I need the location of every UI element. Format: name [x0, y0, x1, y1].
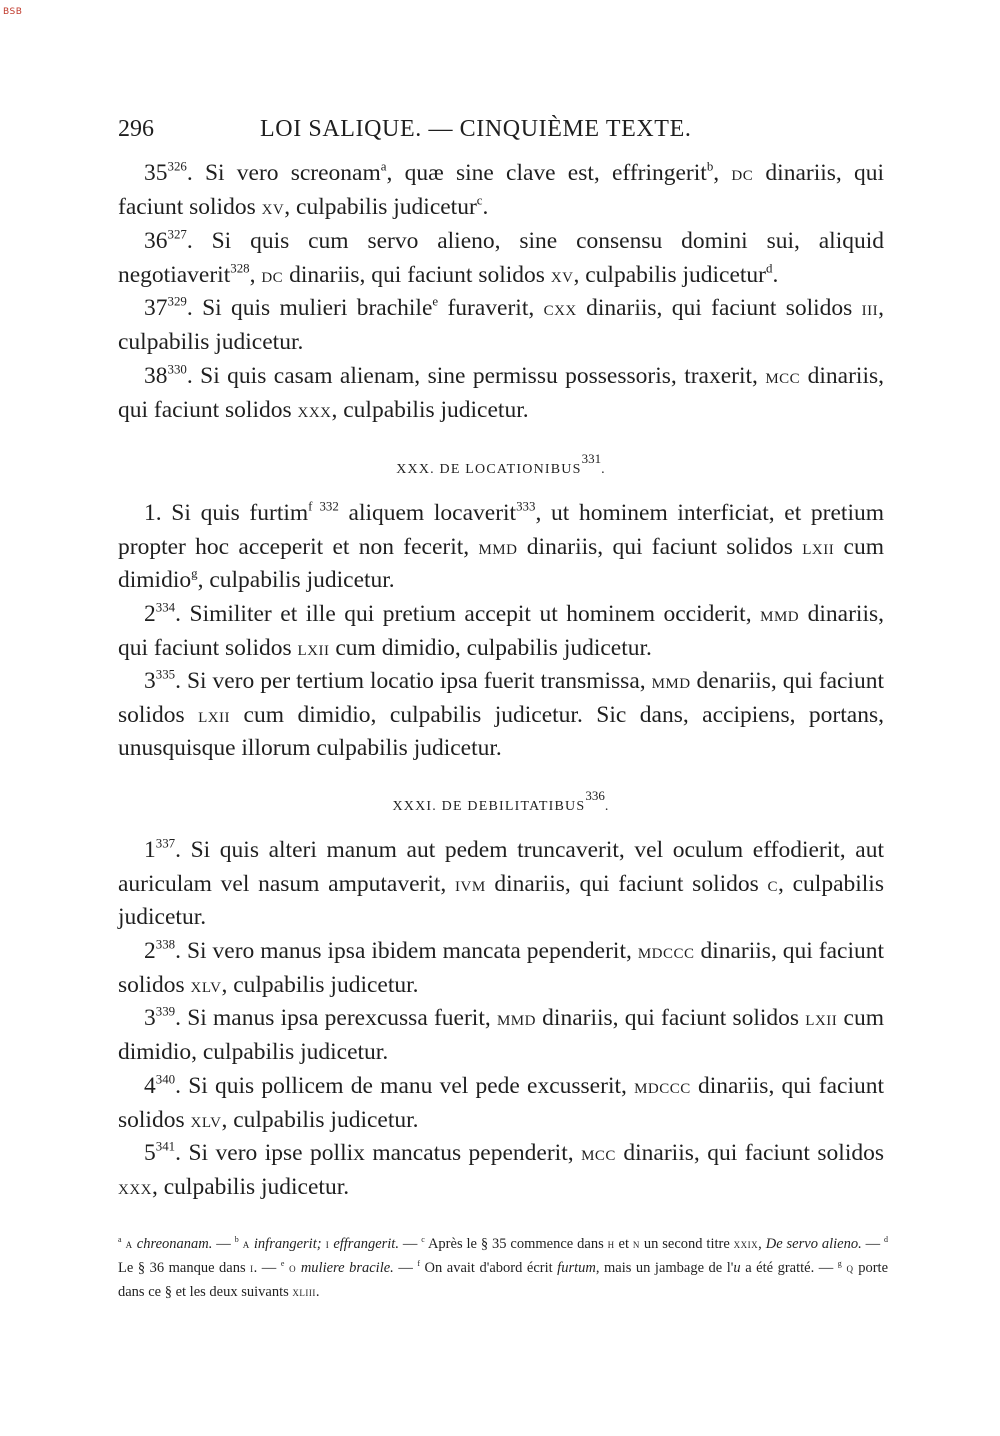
text-run: Si vero manus ipsa ibidem mancata pependerit,: [186, 938, 638, 964]
roman-numeral: xxix: [733, 1236, 759, 1251]
text-run: denariis, qui faciunt solidos: [118, 668, 884, 728]
roman-numeral: c: [767, 871, 779, 896]
section-xxx-3: $3^{335}$. Si vero per tertium locatio ipsa fuerit transmissa, mmd denariis, qui faciunt solidos lxii cum dimidio, culpabilis judicetur. Sic dans, accipiens, portans, unusquisque illorum culpabilis judicetur.: [118, 666, 884, 762]
roman-numeral: i: [321, 1236, 334, 1251]
text-run: , culpabilis judicetur: [573, 261, 767, 288]
text-run: Si vero screonam: [204, 160, 381, 186]
text-run: cum dimidio, culpabilis judicetur. Sic dans, accipiens, portans, unusquisque illorum culpabilis judicetur.: [118, 701, 884, 762]
note-marker: g: [837, 1259, 842, 1269]
note-marker: d: [884, 1235, 889, 1245]
roman-numeral: xxx: [118, 1174, 152, 1199]
text-run: —: [398, 1236, 422, 1252]
text-run: , culpabilis judicetur: [284, 193, 477, 220]
text-run: .: [772, 261, 779, 288]
roman-numeral: mmd: [496, 1006, 536, 1030]
heading-tail: .: [601, 461, 606, 477]
note-marker: d: [766, 259, 773, 275]
text-run: Si quis mulieri brachile: [202, 295, 433, 321]
roman-numeral: xxx: [297, 397, 332, 422]
note-marker: 337: [155, 835, 176, 851]
section-xxxi-4: $4^{340}$. Si quis pollicem de manu vel pede excusserit, mdccc dinariis, qui faciunt solidos xlv, culpabilis judicetur.: [118, 1071, 884, 1133]
section-lead: [118, 1137, 175, 1171]
note-marker: f 332: [308, 498, 339, 514]
library-stamp: BSB: [3, 7, 23, 17]
text-run: , mais un jambage de l': [595, 1260, 734, 1276]
heading-tail: .: [604, 798, 610, 814]
section-lead: [118, 1070, 175, 1104]
section-xxxi-5: $5^{341}$. Si vero ipse pollix mancatus pependerit, mcc dinariis, qui faciunt solidos xxx, culpabilis judicetur.: [118, 1138, 884, 1200]
footnotes: [118, 1232, 888, 1304]
note-marker: 338: [155, 936, 176, 952]
text-run: , culpabilis judicetur.: [118, 870, 884, 931]
section-number: 1.: [144, 500, 162, 526]
text-run: aliquem locaverit: [338, 500, 517, 526]
text-run: .: [482, 193, 489, 220]
note-marker: c: [421, 1235, 425, 1245]
text-run: —: [212, 1236, 235, 1252]
text-run: dinariis, qui faciunt solidos: [485, 870, 768, 897]
section-number: 37: [144, 295, 168, 321]
roman-numeral: iii: [861, 296, 879, 320]
title-xxx-heading: [118, 451, 884, 478]
roman-numeral: mdccc: [637, 939, 695, 963]
roman-numeral: mcc: [581, 1141, 616, 1165]
section-number: 35: [144, 160, 168, 186]
text-run: , culpabilis judicetur.: [221, 971, 419, 998]
italic-text: muliere bracile.: [300, 1260, 394, 1276]
note-marker: 333: [516, 498, 536, 514]
roman-numeral: mmd: [478, 534, 518, 559]
roman-numeral: xliii: [292, 1284, 316, 1299]
text-run: a été gratté. —: [740, 1260, 838, 1276]
text-run: , culpabilis judicetur.: [221, 1106, 419, 1133]
italic-text: furtum: [557, 1260, 596, 1276]
section-37: $37^{329}$. Si quis mulieri brachile$^e$ furaverit, cxx dinariis, qui faciunt solidos iii, culpabilis judicetur.: [118, 293, 884, 355]
text-run: furaverit,: [438, 295, 544, 321]
roman-numeral: mmd: [651, 669, 691, 693]
note-marker: b: [706, 158, 714, 174]
note-marker: 329: [167, 293, 187, 309]
text-run: .: [315, 1284, 320, 1300]
section-lead: [118, 1002, 175, 1036]
section-35: $35^{326}$. Si vero screonam$^a$, quæ sine clave est, effringerit$^b$, dc dinariis, qui faciunt solidos xv, culpabilis judicetur$^c$.: [118, 158, 885, 220]
section-lead: [118, 497, 162, 531]
section-number: 4: [144, 1073, 156, 1099]
section-number: 2: [144, 938, 156, 964]
text-run: , culpabilis judicetur.: [331, 396, 529, 423]
text-run: —: [393, 1260, 418, 1276]
roman-numeral: a: [238, 1236, 254, 1251]
roman-numeral: mcc: [765, 364, 801, 388]
running-title: LOI SALIQUE. — CINQUIÈME TEXTE.: [260, 116, 692, 142]
roman-numeral: h: [607, 1236, 615, 1251]
text-run: cum dimidio: [118, 533, 884, 594]
section-xxxi-3: $3^{339}$. Si manus ipsa perexcussa fuerit, mmd dinariis, qui faciunt solidos lxii cum dimidio, culpabilis judicetur.: [118, 1003, 884, 1065]
text-run: On avait d'abord écrit: [420, 1260, 558, 1276]
section-lead: [118, 598, 175, 632]
text-run: Si vero ipse pollix mancatus pependerit,: [188, 1140, 582, 1166]
section-number: 3: [144, 1005, 156, 1031]
text-run: Après le § 35 commence dans: [424, 1236, 608, 1252]
section-lead: [118, 935, 175, 969]
page-header: [118, 116, 884, 150]
text-run: ,: [713, 160, 732, 186]
text-run: Similiter et ille qui pretium accepit ut hominem occiderit,: [189, 601, 761, 627]
note-marker: 328: [230, 259, 250, 275]
note-marker: 331: [581, 451, 602, 466]
section-lead: [118, 834, 175, 868]
italic-text: u: [733, 1260, 741, 1276]
text-run: dinariis, qui faciunt solidos: [576, 295, 862, 321]
section-lead: [118, 360, 187, 394]
roman-numeral: dc: [261, 262, 284, 287]
section-38: $38^{330}$. Si quis casam alienam, sine permissu possessoris, traxerit, mcc dinariis, qui faciunt solidos xxx, culpabilis judicetur.: [118, 361, 884, 423]
note-marker: f: [417, 1259, 421, 1269]
text-run: dinariis, qui faciunt solidos: [118, 363, 884, 423]
note-marker: 327: [167, 226, 187, 242]
title-xxxi-heading: [118, 788, 884, 815]
roman-numeral: mmd: [760, 602, 800, 626]
section-xxxi-1: $1^{337}$. Si quis alteri manum aut pedem truncaverit, vel oculum effodierit, aut auriculam vel nasum amputaverit, ivm dinariis, qui faciunt solidos c, culpabilis judicetur.: [118, 835, 884, 931]
text-run: Si quis casam alienam, sine permissu possessoris, traxerit,: [200, 363, 766, 389]
roman-numeral: ivm: [455, 871, 486, 896]
section-number: 2: [144, 601, 156, 627]
note-marker: 326: [167, 158, 187, 174]
note-marker: 336: [585, 788, 605, 803]
text-run: un second titre: [639, 1236, 734, 1252]
text-run: dinariis, qui faciunt solidos: [517, 533, 803, 560]
text-run: dinariis, qui faciunt solidos: [118, 601, 884, 661]
roman-numeral: n: [632, 1236, 640, 1251]
text-run: ,: [249, 261, 262, 288]
section-lead: [118, 225, 187, 259]
section-lead: [118, 157, 187, 191]
section-lead: [118, 665, 175, 699]
text-run: cum dimidio, culpabilis judicetur.: [329, 634, 652, 661]
section-number: 38: [144, 363, 168, 389]
text-run: dinariis, qui faciunt solidos: [118, 1073, 884, 1133]
section-xxx-1: [118, 497, 884, 598]
roman-numeral: xv: [261, 194, 285, 219]
roman-numeral: q: [841, 1260, 859, 1275]
italic-text: chreonanam.: [136, 1236, 213, 1252]
note-marker: c: [476, 191, 483, 207]
text-run: dinariis, qui faciunt solidos: [283, 261, 551, 288]
text-run: dinariis, qui faciunt solidos: [535, 1005, 806, 1031]
text-run: et: [614, 1236, 633, 1252]
text-run: Si manus ipsa perexcussa fuerit,: [187, 1005, 497, 1031]
note-marker: a: [118, 1235, 122, 1245]
section-lead: [118, 292, 187, 326]
text-run: cum dimidio, culpabilis judicetur.: [118, 1005, 884, 1065]
note-marker: 335: [155, 666, 176, 682]
section-xxxi-2: $2^{338}$. Si vero manus ipsa ibidem mancata pependerit, mdccc dinariis, qui faciunt solidos xlv, culpabilis judicetur.: [118, 936, 885, 998]
text-run: Le § 36 manque dans: [118, 1260, 251, 1276]
text-run: porte dans ce § et les deux suivants: [118, 1260, 889, 1300]
roman-numeral: xv: [550, 262, 574, 287]
text-run: , ut hominem interficiat, et pretium propter hoc acceperit et non fecerit,: [118, 500, 884, 560]
note-marker: 330: [167, 361, 187, 377]
text-run: Si quis pollicem de manu vel pede excusserit,: [188, 1073, 635, 1099]
text-run: , culpabilis judicetur.: [118, 295, 884, 355]
text-run: Si quis cum servo alieno, sine consensu domini sui, aliquid negotiaverit: [118, 228, 885, 288]
text-run: Si vero per tertium locatio ipsa fuerit transmissa,: [186, 668, 652, 694]
note-marker: 341: [155, 1138, 176, 1154]
note-marker: 334: [155, 599, 176, 615]
page-number: 296: [118, 116, 154, 142]
section-number: 3: [144, 668, 156, 694]
roman-numeral: lxii: [805, 1006, 838, 1030]
text-run: dinariis, qui faciunt solidos: [118, 160, 885, 220]
heading-label: XXX. DE LOCATIONIBUS: [396, 461, 582, 477]
note-marker: 340: [155, 1071, 176, 1087]
text-run: , culpabilis judicetur.: [152, 1173, 350, 1200]
text-run: ,: [758, 1236, 766, 1252]
note-marker: e: [280, 1259, 285, 1269]
heading-label: XXXI. DE DEBILITATIBUS: [392, 798, 586, 814]
text-run: , culpabilis judicetur.: [197, 567, 395, 594]
roman-numeral: lxii: [198, 702, 231, 727]
roman-numeral: dc: [731, 161, 754, 185]
roman-numeral: o: [284, 1260, 301, 1275]
section-xxx-2: $2^{334}$. Similiter et ille qui pretium accepit ut hominem occiderit, mmd dinariis, qui faciunt solidos lxii cum dimidio, culpabilis judicetur.: [118, 599, 884, 661]
roman-numeral: i: [250, 1260, 254, 1275]
text-run: dinariis, qui faciunt solidos: [118, 938, 885, 998]
italic-text: effrangerit.: [333, 1236, 399, 1252]
note-marker: b: [234, 1235, 239, 1245]
text-run: dinariis, qui faciunt solidos: [615, 1140, 884, 1166]
text-run: —: [861, 1236, 885, 1252]
italic-text: infrangerit;: [253, 1236, 322, 1252]
note-marker: 339: [155, 1003, 176, 1019]
roman-numeral: lxii: [802, 534, 835, 559]
roman-numeral: lxii: [297, 635, 330, 660]
note-marker: e: [432, 293, 439, 309]
text-run: , quæ sine clave est, effringerit: [386, 160, 707, 186]
section-36: $36^{327}$. Si quis cum servo alieno, sine consensu domini sui, aliquid negotiaverit$^{328}$, dc dinariis, qui faciunt solidos xv, culpabilis judicetur$^d$.: [118, 226, 885, 288]
note-marker: g: [191, 565, 198, 581]
section-number: 5: [144, 1140, 156, 1166]
text-run: Si quis furtim: [171, 500, 309, 526]
roman-numeral: xlv: [190, 1107, 222, 1132]
roman-numeral: mdccc: [634, 1074, 691, 1098]
text-run: . —: [253, 1260, 281, 1276]
roman-numeral: a: [121, 1236, 137, 1251]
section-number: 1: [144, 837, 156, 863]
section-number: 36: [144, 228, 168, 254]
roman-numeral: xlv: [190, 972, 222, 997]
italic-text: De servo alieno.: [765, 1236, 862, 1252]
text-run: Si quis alteri manum aut pedem truncaverit, vel oculum effodierit, aut auriculam vel nasum amputaverit,: [118, 837, 884, 897]
roman-numeral: cxx: [543, 296, 577, 320]
note-marker: a: [380, 158, 387, 174]
